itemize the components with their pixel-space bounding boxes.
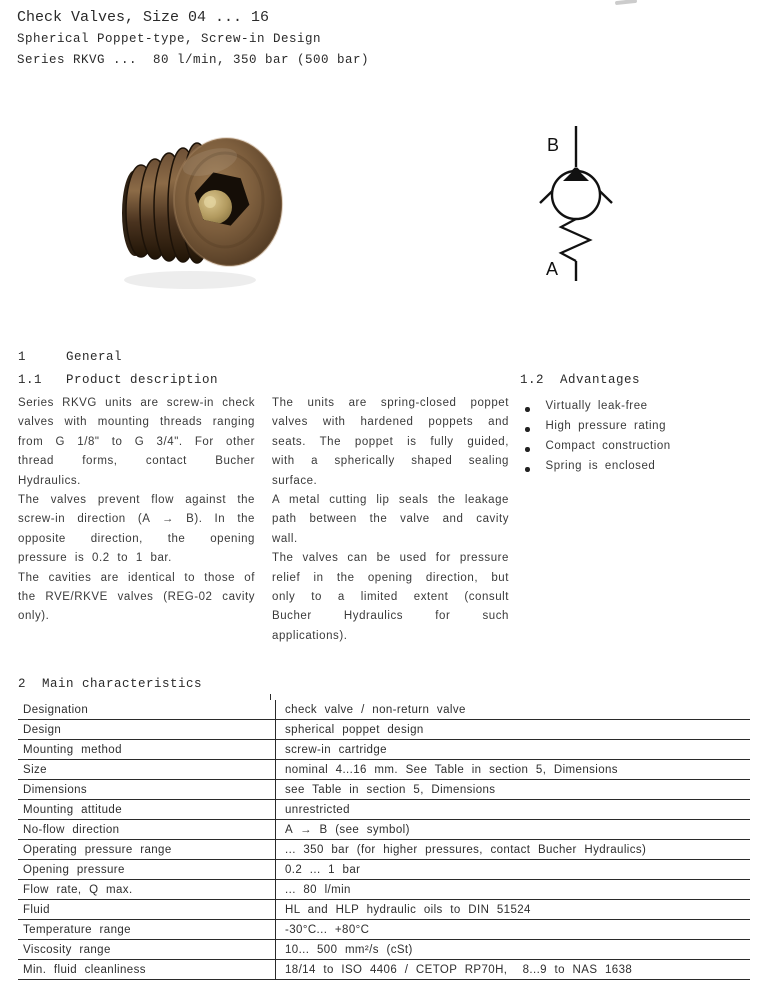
table-row <box>18 880 750 900</box>
list-item <box>520 420 762 440</box>
row-value: check valve / non-return valve <box>276 700 751 720</box>
row-label: Designation <box>18 700 276 720</box>
advantages-block <box>520 373 762 480</box>
row-value: HL and HLP hydraulic oils to DIN 51524 <box>276 900 751 920</box>
table-row <box>18 840 750 860</box>
row-label: Dimensions <box>18 780 276 800</box>
section-2-heading: 2 Main characteristics <box>18 677 203 691</box>
list-item <box>520 440 762 460</box>
advantage-text: Compact construction <box>545 440 671 452</box>
advantage-text: Spring is enclosed <box>545 460 656 472</box>
row-label: Design <box>18 720 276 740</box>
paragraph: The cavities are identical to those of the RVE/RKVE valves (REG-02 cavity only). <box>18 571 255 623</box>
row-label: Operating pressure range <box>18 840 276 860</box>
table-row <box>18 940 750 960</box>
row-value: -30°C... +80°C <box>276 920 751 940</box>
bullet-icon <box>525 427 530 432</box>
row-label: Temperature range <box>18 920 276 940</box>
row-value: nominal 4...16 mm. See Table in section 5, Dimensions <box>276 760 751 780</box>
row-value: screw-in cartridge <box>276 740 751 760</box>
table-row <box>18 900 750 920</box>
table-row <box>18 700 750 720</box>
section-1-heading: 1 General <box>18 350 123 364</box>
list-item <box>520 400 762 420</box>
product-description <box>18 394 510 646</box>
row-label: Fluid <box>18 900 276 920</box>
row-value: 10... 500 mm²/s (cSt) <box>276 940 751 960</box>
table-row <box>18 920 750 940</box>
page-subtitle: Spherical Poppet-type, Screw-in Design <box>17 32 322 46</box>
row-value: see Table in section 5, Dimensions <box>276 780 751 800</box>
check-valve-symbol <box>528 118 652 300</box>
series-rating-line: Series RKVG ... 80 l/min, 350 bar (500 bar) <box>17 53 370 67</box>
paragraph: The units are spring-closed poppet valves with hardened poppets and seats. The poppet is fully guided, with a spherically shaped sealing surface. <box>272 397 509 487</box>
bullet-icon <box>525 447 530 452</box>
paragraph: A metal cutting lip seals the leakage path between the valve and cavity wall. <box>272 494 509 545</box>
row-label: Mounting attitude <box>18 800 276 820</box>
row-value: ... 80 l/min <box>276 880 751 900</box>
bullet-icon <box>525 407 530 412</box>
paragraph: The valves prevent flow against the screw-in direction (A → B). In the opposite direction, the opening pressure is 0.2 to 1 bar. <box>18 494 255 565</box>
port-label-b: B <box>547 135 560 155</box>
table-row <box>18 800 750 820</box>
row-label: Viscosity range <box>18 940 276 960</box>
description-column-1 <box>18 394 255 646</box>
row-label: Opening pressure <box>18 860 276 880</box>
valve-photo-image <box>110 110 288 298</box>
row-value: ... 350 bar (for higher pressures, contact Bucher Hydraulics) <box>276 840 751 860</box>
row-label: Mounting method <box>18 740 276 760</box>
paragraph: The valves can be used for pressure relief in the opening direction, but only to a limited extent (consult Bucher Hydraulics for such applications). <box>272 552 509 642</box>
table-row <box>18 960 750 980</box>
row-label: No-flow direction <box>18 820 276 840</box>
table-row <box>18 740 750 760</box>
row-value: 18/14 to ISO 4406 / CETOP RP70H, 8...9 to NAS 1638 <box>276 960 751 980</box>
bullet-icon <box>525 467 530 472</box>
row-value: unrestricted <box>276 800 751 820</box>
advantage-text: Virtually leak-free <box>545 400 648 412</box>
check-valve-symbol-drawing <box>528 118 652 300</box>
row-value: A → B (see symbol) <box>276 820 751 840</box>
list-item <box>520 460 762 480</box>
section-1-1-heading: 1.1 Product description <box>18 373 219 387</box>
row-value: 0.2 ... 1 bar <box>276 860 751 880</box>
row-label: Size <box>18 760 276 780</box>
scan-artifact <box>615 0 637 5</box>
paragraph: Series RKVG units are screw-in check valves with mounting threads ranging from G 1/8" to G 3/4". For other thread forms, contact Bucher Hydraulics. <box>18 397 255 487</box>
table-row <box>18 760 750 780</box>
advantage-text: High pressure rating <box>545 420 667 432</box>
table-row <box>18 820 750 840</box>
port-label-a: A <box>546 259 559 279</box>
main-characteristics-table <box>18 700 750 980</box>
section-1-2-heading: 1.2 Advantages <box>520 373 641 387</box>
valve-photo <box>110 110 288 298</box>
page-title: Check Valves, Size 04 ... 16 <box>17 9 270 26</box>
description-column-2 <box>272 394 509 646</box>
table-row <box>18 780 750 800</box>
advantages-list <box>520 400 762 480</box>
row-value: spherical poppet design <box>276 720 751 740</box>
table-row <box>18 860 750 880</box>
row-label: Min. fluid cleanliness <box>18 960 276 980</box>
row-label: Flow rate, Q max. <box>18 880 276 900</box>
table-row <box>18 720 750 740</box>
